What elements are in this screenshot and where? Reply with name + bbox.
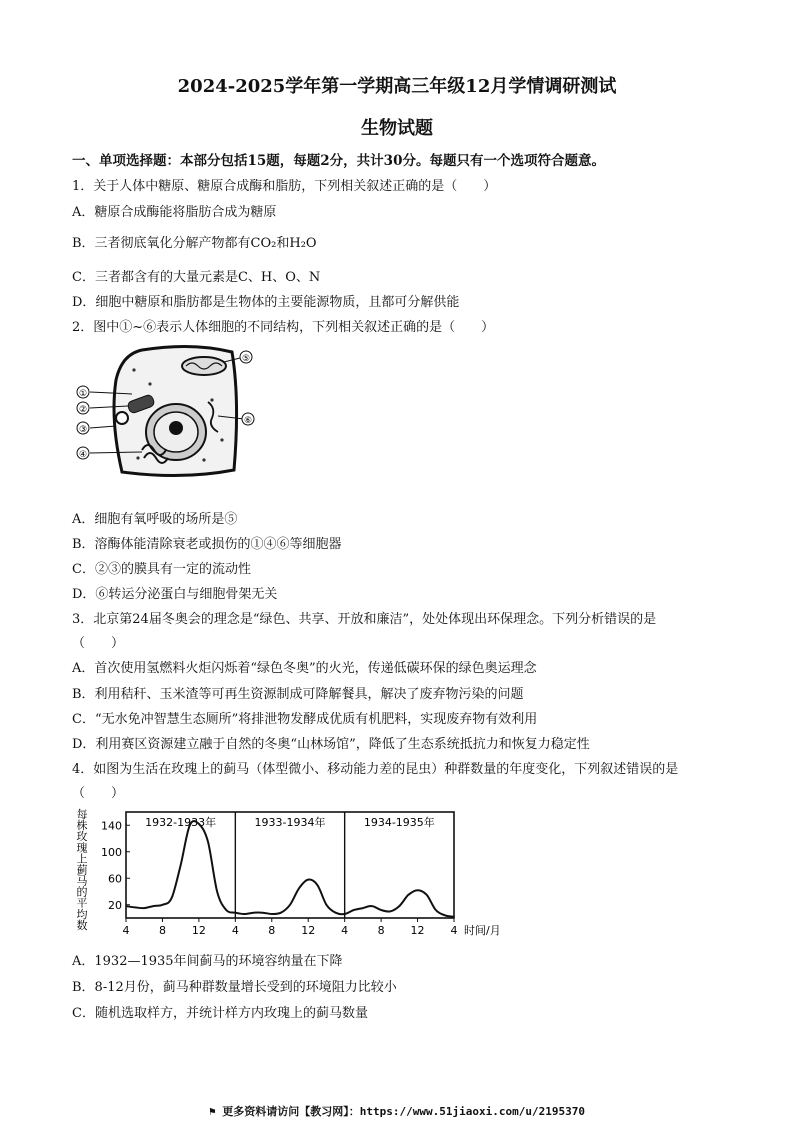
q4-option-a: A．1932—1935年间蓟马的环境容纳量在下降 [72,954,343,969]
y-tick-label: 20 [108,898,122,912]
x-tick-label: 8 [377,924,385,937]
q4-option-b: B．8-12月份，蓟马种群数量增长受到的环境阻力比较小 [72,980,397,995]
y-tick-label: 60 [108,872,122,886]
q1-option-a: A．糖原合成酶能将脂肪合成为糖原 [72,205,277,220]
label-5: ⑤ [241,354,251,364]
y-axis-label-char: 马 [76,874,88,888]
y-axis-label-char: 的 [76,885,88,899]
question-4-stem-cont: （ ） [72,786,125,801]
thrips-population-chart [70,806,530,942]
q2-option-b: B．溶酶体能清除衰老或损伤的①④⑥等细胞器 [72,537,342,552]
q3-option-a: A．首次使用氢燃料火炬闪烁着“绿色冬奥”的火光，传递低碳环保的绿色奥运理念 [72,661,537,676]
question-3-stem: 3．北京第24届冬奥会的理念是“绿色、共享、开放和廉洁”，处处体现出环保理念。下列分析错误的是 [72,612,657,627]
page-subtitle: 生物试题 [361,118,433,139]
x-tick-label: 12 [191,924,206,937]
flag-icon: ⚑ [209,1105,223,1118]
label-3: ③ [78,425,88,435]
x-tick-label: 4 [231,924,239,937]
q2-option-d: D．⑥转运分泌蛋白与细胞骨架无关 [72,587,278,602]
q1-option-c: C．三者都含有的大量元素是C、H、O、N [72,270,321,285]
footer-link[interactable] [0,1103,794,1119]
section-heading: 一、单项选择题：本部分包括15题，每题2分，共计30分。每题只有一个选项符合题意。 [72,153,605,169]
page-title: 2024-2025学年第一学期高三年级12月学情调研测试 [177,76,617,97]
y-axis-label-char: 每 [76,808,88,821]
series-line [126,821,454,917]
label-2: ② [78,405,88,415]
panel-title: 1934-1935年 [363,816,435,829]
y-axis-label-char: 玫 [76,830,88,844]
footer-text[interactable]: 更多资料请访问【教习网】：https://www.51jiaoxi.com/u/2195370 [222,1105,585,1118]
q4-option-c: C．随机选取样方，并统计样方内玫瑰上的蓟马数量 [72,1006,368,1021]
y-axis-label-char: 平 [76,896,88,910]
y-axis-label-char: 数 [76,918,88,932]
question-4-stem: 4．如图为生活在玫瑰上的蓟马（体型微小、移动能力差的昆虫）种群数量的年度变化，下列叙述错误的是 [72,762,679,777]
x-tick-label: 12 [301,924,316,937]
panel-title: 1933-1934年 [254,816,326,829]
question-3-stem-cont: （ ） [72,636,125,651]
y-axis-label-char: 蓟 [76,863,88,877]
label-6: ⑥ [243,416,253,426]
x-tick-label: 8 [158,924,166,937]
q2-option-a: A．细胞有氧呼吸的场所是⑤ [72,512,238,527]
y-axis-label-char: 上 [76,852,88,866]
cell-diagram [72,340,272,490]
y-tick-label: 140 [101,819,122,833]
question-2-stem: 2．图中①~⑥表示人体细胞的不同结构，下列相关叙述正确的是（ ） [72,320,495,335]
y-tick-label: 100 [101,845,122,859]
label-4: ④ [78,450,88,460]
x-tick-label: 4 [450,924,458,937]
q2-option-c: C．②③的膜具有一定的流动性 [72,562,251,577]
y-axis-label-char: 均 [76,907,88,921]
y-axis-label [77,807,88,932]
q1-option-d: D．细胞中糖原和脂肪都是生物体的主要能源物质，且都可分解供能 [72,295,460,310]
q3-option-c: C．“无水免冲智慧生态厕所”将排泄物发酵成优质有机肥料，实现废弃物有效利用 [72,712,538,727]
x-tick-label: 8 [268,924,276,937]
x-tick-label: 4 [341,924,349,937]
x-tick-label: 12 [410,924,425,937]
q3-option-b: B．利用秸秆、玉米渣等可再生资源制成可降解餐具，解决了废弃物污染的问题 [72,687,524,702]
panel-title: 1932-1933年 [145,816,217,829]
label-1: ① [78,389,88,399]
y-axis-label-char: 瑰 [76,841,88,855]
x-tick-label: 4 [122,924,130,937]
q3-option-d: D．利用赛区资源建立融于自然的冬奥“山林场馆”，降低了生态系统抵抗力和恢复力稳定性 [72,737,590,752]
question-1-stem: 1．关于人体中糖原、糖原合成酶和脂肪，下列相关叙述正确的是（ ） [72,179,497,194]
y-axis-label-char: 株 [76,819,88,833]
x-axis-label: 时间/月 [464,924,501,937]
q1-option-b: B．三者彻底氧化分解产物都有CO₂和H₂O [72,236,317,251]
